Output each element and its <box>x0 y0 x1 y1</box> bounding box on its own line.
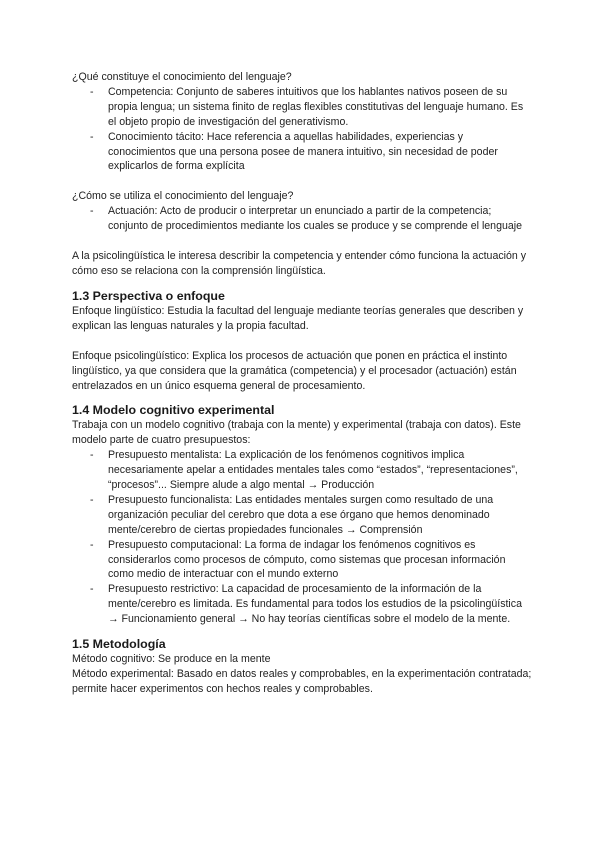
heading-1-4: 1.4 Modelo cognitivo experimental <box>72 403 275 418</box>
presupuestos-list <box>72 448 532 627</box>
paragraph-metodo-experimental: Método experimental: Basado en datos reales y comprobables, en la experimentación contratada; permite hacer experimentos con hechos reales y comprobables. <box>72 668 532 695</box>
list-item: - Presupuesto computacional: La forma de indagar los fenómenos cognitivos es considerarlos como procesos de cómputo, como sistemas que procesan información como medio de interactuar con el mundo externo <box>90 538 506 581</box>
list-item: - Actuación: Acto de producir o interpretar un enunciado a partir de la competencia; conjunto de procedimientos mediante los cuales se produce y se comprende el lenguaje <box>90 205 522 233</box>
bullet-dash: - <box>90 205 94 218</box>
question-knowledge-language: ¿Qué constituye el conocimiento del lenguaje? <box>72 71 292 83</box>
list-item: - Presupuesto restrictivo: La capacidad de procesamiento de la información de la mente/cerebro es limitada. Es fundamental para todos los estudios de la psicolingüística → Funcionamiento general → No hay teorías científicas sobre el modelo de la mente. <box>90 583 522 626</box>
list-item: - Conocimiento tácito: Hace referencia a aquellas habilidades, experiencias y conocimientos que una persona posee de manera intuitivo, sin necesidad de poder explicarlos de forma explícita <box>90 130 498 173</box>
heading-1-3: 1.3 Perspectiva o enfoque <box>72 288 225 303</box>
paragraph-metodo-cognitivo: Método cognitivo: Se produce en la mente <box>72 653 271 666</box>
paragraph-enfoque-psicolinguistico: Enfoque psicolingüístico: Explica los procesos de actuación que ponen en práctica el instinto lingüístico, ya que considera que la gramática (competencia) y el procesador (actuación) están entrelazados en un único esquema general de procesamiento. <box>72 349 517 392</box>
use-list <box>72 204 532 234</box>
list-item: - Presupuesto mentalista: La explicación de los fenómenos cognitivos implica necesariamente apelar a entidades mentales tales como “estados”, “representaciones”, “procesos”... Siempre alude a algo mental → Producción <box>90 449 518 492</box>
knowledge-list <box>72 85 532 174</box>
intro-paragraph: A la psicolingüística le interesa describir la competencia y entender cómo funciona la actuación y cómo eso se relaciona con la comprensión lingüística. <box>72 250 527 277</box>
bullet-dash: - <box>90 538 94 551</box>
document-body <box>72 70 532 697</box>
list-item: - Presupuesto funcionalista: Las entidades mentales surgen como resultado de una organización peculiar del cerebro que dota a ese órgano que hemos denominado mente/cerebro de ciertas propiedades funcionales → Comprensión <box>90 493 494 536</box>
bullet-dash: - <box>90 583 94 596</box>
bullet-dash: - <box>90 449 94 462</box>
question-use-language: ¿Cómo se utiliza el conocimiento del lenguaje? <box>72 190 294 203</box>
paragraph-enfoque-linguistico: Enfoque lingüístico: Estudia la facultad del lenguaje mediante teorías generales que describen y explican las lenguas naturales y la propia facultad. <box>72 304 524 332</box>
heading-1-5: 1.5 Metodología <box>72 637 166 652</box>
bullet-dash: - <box>90 85 94 98</box>
bullet-dash: - <box>90 130 94 143</box>
list-item: - Competencia: Conjunto de saberes intuitivos que los hablantes nativos poseen de su propia lengua; un sistema finito de reglas flexibles constitutivas del lenguaje humano. Es el objeto propio de investigación del generativismo. <box>90 85 524 128</box>
bullet-dash: - <box>90 493 94 506</box>
paragraph-modelo-intro: Trabaja con un modelo cognitivo (trabaja con la mente) y experimental (trabaja con datos). Este modelo parte de cuatro presupuestos: <box>72 419 521 447</box>
